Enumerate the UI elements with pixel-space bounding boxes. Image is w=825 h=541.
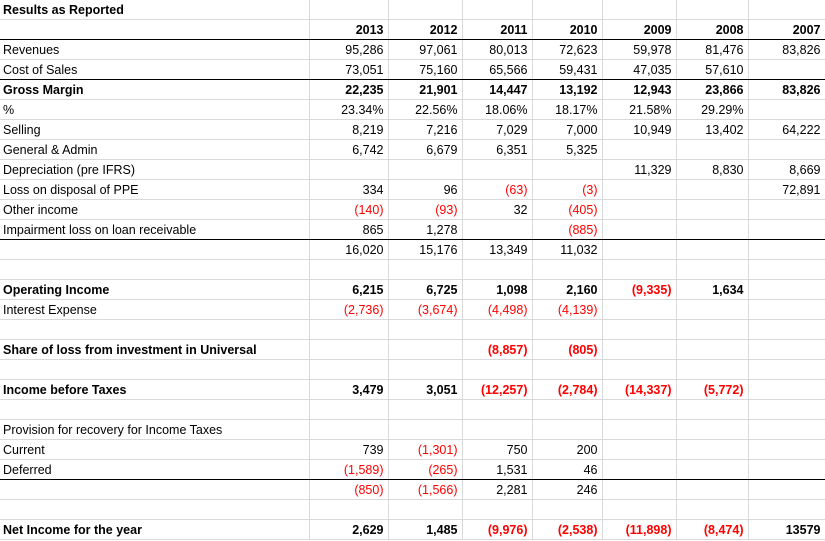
value-cell[interactable] [676, 220, 748, 240]
value-cell[interactable]: 1,634 [676, 280, 748, 300]
value-cell[interactable] [748, 200, 825, 220]
value-cell[interactable]: (5,772) [676, 380, 748, 400]
table-row [0, 520, 825, 540]
value-cell[interactable] [748, 340, 825, 360]
value-cell[interactable] [532, 500, 602, 520]
value-cell[interactable] [602, 240, 676, 260]
value-cell[interactable] [602, 480, 676, 500]
value-cell[interactable]: 13,349 [462, 240, 532, 260]
table-row [0, 280, 825, 300]
value-cell[interactable] [309, 160, 388, 180]
row-label[interactable] [0, 360, 309, 380]
value-cell[interactable] [388, 320, 462, 340]
value-cell[interactable]: 7,029 [462, 120, 532, 140]
row-label[interactable]: % [0, 100, 309, 120]
value-cell[interactable] [388, 400, 462, 420]
value-cell[interactable]: (14,337) [602, 380, 676, 400]
value-cell[interactable] [748, 320, 825, 340]
value-cell[interactable]: 81,476 [676, 40, 748, 60]
value-cell[interactable] [462, 420, 532, 440]
value-cell[interactable] [309, 400, 388, 420]
value-cell[interactable]: (140) [309, 200, 388, 220]
value-cell[interactable]: (4,139) [532, 300, 602, 320]
table-row [0, 400, 825, 420]
value-cell[interactable]: 73,051 [309, 60, 388, 80]
table-row [0, 500, 825, 520]
value-cell[interactable]: 7,216 [388, 120, 462, 140]
value-cell[interactable] [676, 200, 748, 220]
value-cell[interactable] [309, 360, 388, 380]
value-cell[interactable]: 1,531 [462, 460, 532, 480]
value-cell[interactable]: 8,830 [676, 160, 748, 180]
value-cell[interactable] [676, 240, 748, 260]
value-cell[interactable]: 6,725 [388, 280, 462, 300]
cell[interactable] [388, 0, 462, 20]
value-cell[interactable]: (2,538) [532, 520, 602, 540]
value-cell[interactable]: (265) [388, 460, 462, 480]
value-cell[interactable]: (4,498) [462, 300, 532, 320]
table-row [0, 420, 825, 440]
value-cell[interactable] [388, 340, 462, 360]
value-cell[interactable]: 15,176 [388, 240, 462, 260]
value-cell[interactable]: 65,566 [462, 60, 532, 80]
value-cell[interactable] [602, 260, 676, 280]
value-cell[interactable] [748, 140, 825, 160]
value-cell[interactable]: 6,742 [309, 140, 388, 160]
row-label[interactable] [0, 320, 309, 340]
value-cell[interactable] [748, 380, 825, 400]
value-cell[interactable]: 2,160 [532, 280, 602, 300]
value-cell[interactable]: 13,192 [532, 80, 602, 100]
value-cell[interactable]: 1,278 [388, 220, 462, 240]
value-cell[interactable] [602, 440, 676, 460]
value-cell[interactable]: 11,329 [602, 160, 676, 180]
value-cell[interactable] [748, 280, 825, 300]
table-row [0, 340, 825, 360]
year-header[interactable]: 2011 [462, 20, 532, 40]
value-cell[interactable] [676, 320, 748, 340]
value-cell[interactable] [532, 160, 602, 180]
row-label[interactable] [0, 500, 309, 520]
value-cell[interactable]: 47,035 [602, 60, 676, 80]
value-cell[interactable]: 6,679 [388, 140, 462, 160]
table-row [0, 160, 825, 180]
value-cell[interactable]: 75,160 [388, 60, 462, 80]
value-cell[interactable] [602, 320, 676, 340]
value-cell[interactable]: 11,032 [532, 240, 602, 260]
value-cell[interactable]: (3) [532, 180, 602, 200]
row-label[interactable] [0, 400, 309, 420]
value-cell[interactable] [462, 500, 532, 520]
value-cell[interactable] [748, 500, 825, 520]
value-cell[interactable]: 46 [532, 460, 602, 480]
value-cell[interactable] [462, 400, 532, 420]
value-cell[interactable] [602, 420, 676, 440]
value-cell[interactable]: (3,674) [388, 300, 462, 320]
value-cell[interactable] [532, 420, 602, 440]
value-cell[interactable] [462, 320, 532, 340]
value-cell[interactable]: 200 [532, 440, 602, 460]
title-row [0, 0, 825, 20]
value-cell[interactable] [676, 140, 748, 160]
value-cell[interactable] [388, 500, 462, 520]
row-label[interactable]: Impairment loss on loan receivable [0, 220, 309, 240]
value-cell[interactable]: (405) [532, 200, 602, 220]
value-cell[interactable] [532, 260, 602, 280]
value-cell[interactable] [676, 260, 748, 280]
value-cell[interactable]: 13,402 [676, 120, 748, 140]
value-cell[interactable]: 1,098 [462, 280, 532, 300]
table-row [0, 80, 825, 100]
value-cell[interactable] [748, 220, 825, 240]
value-cell[interactable] [748, 420, 825, 440]
table-row [0, 360, 825, 380]
value-cell[interactable] [748, 460, 825, 480]
value-cell[interactable]: 22.56% [388, 100, 462, 120]
value-cell[interactable] [309, 260, 388, 280]
value-cell[interactable]: (12,257) [462, 380, 532, 400]
value-cell[interactable] [748, 400, 825, 420]
value-cell[interactable] [532, 360, 602, 380]
row-label[interactable]: Loss on disposal of PPE [0, 180, 309, 200]
value-cell[interactable]: 72,891 [748, 180, 825, 200]
value-cell[interactable] [602, 340, 676, 360]
table-row [0, 60, 825, 80]
value-cell[interactable] [532, 320, 602, 340]
value-cell[interactable]: 18.06% [462, 100, 532, 120]
row-label[interactable] [0, 480, 309, 500]
value-cell[interactable] [309, 320, 388, 340]
value-cell[interactable]: 21,901 [388, 80, 462, 100]
cell[interactable] [602, 0, 676, 20]
cell[interactable] [0, 20, 309, 40]
value-cell[interactable] [602, 360, 676, 380]
value-cell[interactable] [309, 340, 388, 360]
value-cell[interactable]: 12,943 [602, 80, 676, 100]
table-row [0, 480, 825, 500]
value-cell[interactable] [748, 360, 825, 380]
table-row [0, 40, 825, 60]
value-cell[interactable]: 13579 [748, 520, 825, 540]
table-row [0, 200, 825, 220]
value-cell[interactable]: 83,826 [748, 80, 825, 100]
value-cell[interactable]: 23.34% [309, 100, 388, 120]
value-cell[interactable] [748, 60, 825, 80]
value-cell[interactable] [676, 300, 748, 320]
value-cell[interactable]: 32 [462, 200, 532, 220]
value-cell[interactable]: 750 [462, 440, 532, 460]
value-cell[interactable]: 80,013 [462, 40, 532, 60]
table-row [0, 440, 825, 460]
row-label[interactable]: Selling [0, 120, 309, 140]
value-cell[interactable] [748, 480, 825, 500]
value-cell[interactable]: (63) [462, 180, 532, 200]
table-row [0, 140, 825, 160]
value-cell[interactable] [388, 420, 462, 440]
value-cell[interactable]: (1,301) [388, 440, 462, 460]
value-cell[interactable]: 739 [309, 440, 388, 460]
value-cell[interactable]: 1,485 [388, 520, 462, 540]
value-cell[interactable] [602, 300, 676, 320]
value-cell[interactable] [676, 400, 748, 420]
row-label[interactable]: Cost of Sales [0, 60, 309, 80]
value-cell[interactable] [676, 340, 748, 360]
table-row [0, 220, 825, 240]
value-cell[interactable] [462, 260, 532, 280]
row-label[interactable]: Income before Taxes [0, 380, 309, 400]
value-cell[interactable] [602, 140, 676, 160]
value-cell[interactable] [388, 160, 462, 180]
value-cell[interactable]: 2,281 [462, 480, 532, 500]
value-cell[interactable] [676, 360, 748, 380]
value-cell[interactable]: 6,215 [309, 280, 388, 300]
value-cell[interactable]: (8,474) [676, 520, 748, 540]
table-row [0, 120, 825, 140]
value-cell[interactable]: 14,447 [462, 80, 532, 100]
value-cell[interactable]: 72,623 [532, 40, 602, 60]
value-cell[interactable] [388, 360, 462, 380]
value-cell[interactable]: 3,051 [388, 380, 462, 400]
table-row [0, 320, 825, 340]
row-label[interactable]: Depreciation (pre IFRS) [0, 160, 309, 180]
value-cell[interactable]: 21.58% [602, 100, 676, 120]
value-cell[interactable] [309, 420, 388, 440]
value-cell[interactable]: 8,219 [309, 120, 388, 140]
value-cell[interactable]: (2,736) [309, 300, 388, 320]
cell[interactable] [309, 0, 388, 20]
value-cell[interactable]: 57,610 [676, 60, 748, 80]
value-cell[interactable] [748, 440, 825, 460]
value-cell[interactable]: (8,857) [462, 340, 532, 360]
row-label[interactable]: Provision for recovery for Income Taxes [0, 420, 309, 440]
value-cell[interactable]: 10,949 [602, 120, 676, 140]
value-cell[interactable]: 6,351 [462, 140, 532, 160]
value-cell[interactable]: 83,826 [748, 40, 825, 60]
value-cell[interactable] [676, 180, 748, 200]
value-cell[interactable]: (2,784) [532, 380, 602, 400]
value-cell[interactable]: 96 [388, 180, 462, 200]
value-cell[interactable] [602, 200, 676, 220]
value-cell[interactable] [602, 220, 676, 240]
value-cell[interactable] [676, 500, 748, 520]
row-label[interactable]: Interest Expense [0, 300, 309, 320]
value-cell[interactable]: 59,431 [532, 60, 602, 80]
row-label[interactable]: Gross Margin [0, 80, 309, 100]
value-cell[interactable] [602, 400, 676, 420]
row-label[interactable]: Other income [0, 200, 309, 220]
row-label[interactable]: General & Admin [0, 140, 309, 160]
row-label[interactable]: Current [0, 440, 309, 460]
value-cell[interactable]: (93) [388, 200, 462, 220]
table-row [0, 240, 825, 260]
value-cell[interactable]: (1,566) [388, 480, 462, 500]
value-cell[interactable]: 7,000 [532, 120, 602, 140]
year-header[interactable]: 2007 [748, 20, 825, 40]
value-cell[interactable]: 3,479 [309, 380, 388, 400]
value-cell[interactable]: 59,978 [602, 40, 676, 60]
table-row [0, 180, 825, 200]
year-header[interactable]: 2013 [309, 20, 388, 40]
table-row [0, 100, 825, 120]
value-cell[interactable] [462, 220, 532, 240]
value-cell[interactable]: (9,335) [602, 280, 676, 300]
row-label[interactable]: Revenues [0, 40, 309, 60]
value-cell[interactable]: 22,235 [309, 80, 388, 100]
sheet-title[interactable]: Results as Reported [0, 0, 309, 20]
table-row [0, 300, 825, 320]
year-header[interactable]: 2008 [676, 20, 748, 40]
value-cell[interactable]: 246 [532, 480, 602, 500]
value-cell[interactable]: (9,976) [462, 520, 532, 540]
value-cell[interactable]: 95,286 [309, 40, 388, 60]
row-label[interactable] [0, 260, 309, 280]
value-cell[interactable] [748, 260, 825, 280]
cell[interactable] [748, 0, 825, 20]
value-cell[interactable]: (11,898) [602, 520, 676, 540]
row-label[interactable]: Net Income for the year [0, 520, 309, 540]
value-cell[interactable]: (850) [309, 480, 388, 500]
year-header[interactable]: 2012 [388, 20, 462, 40]
cell[interactable] [532, 0, 602, 20]
row-label[interactable]: Deferred [0, 460, 309, 480]
table-row [0, 380, 825, 400]
value-cell[interactable] [676, 440, 748, 460]
value-cell[interactable]: (1,589) [309, 460, 388, 480]
value-cell[interactable]: 2,629 [309, 520, 388, 540]
value-cell[interactable]: 29.29% [676, 100, 748, 120]
value-cell[interactable] [748, 300, 825, 320]
value-cell[interactable]: 5,325 [532, 140, 602, 160]
cell[interactable] [462, 0, 532, 20]
row-label[interactable]: Share of loss from investment in Universal [0, 340, 309, 360]
value-cell[interactable]: 18.17% [532, 100, 602, 120]
value-cell[interactable]: 97,061 [388, 40, 462, 60]
value-cell[interactable]: 23,866 [676, 80, 748, 100]
table-row [0, 260, 825, 280]
value-cell[interactable]: 865 [309, 220, 388, 240]
value-cell[interactable] [748, 240, 825, 260]
value-cell[interactable]: (885) [532, 220, 602, 240]
row-label[interactable]: Operating Income [0, 280, 309, 300]
table-row [0, 460, 825, 480]
value-cell[interactable] [748, 100, 825, 120]
value-cell[interactable] [309, 500, 388, 520]
value-cell[interactable] [602, 460, 676, 480]
value-cell[interactable] [602, 500, 676, 520]
year-header[interactable]: 2009 [602, 20, 676, 40]
value-cell[interactable] [388, 260, 462, 280]
value-cell[interactable]: 334 [309, 180, 388, 200]
value-cell[interactable] [602, 180, 676, 200]
value-cell[interactable]: 8,669 [748, 160, 825, 180]
value-cell[interactable]: 64,222 [748, 120, 825, 140]
row-label[interactable] [0, 240, 309, 260]
value-cell[interactable]: (805) [532, 340, 602, 360]
value-cell[interactable] [676, 480, 748, 500]
value-cell[interactable] [532, 400, 602, 420]
year-header[interactable]: 2010 [532, 20, 602, 40]
value-cell[interactable] [462, 160, 532, 180]
value-cell[interactable]: 16,020 [309, 240, 388, 260]
cell[interactable] [676, 0, 748, 20]
value-cell[interactable] [676, 460, 748, 480]
value-cell[interactable] [676, 420, 748, 440]
value-cell[interactable] [462, 360, 532, 380]
year-header-row [0, 20, 825, 40]
